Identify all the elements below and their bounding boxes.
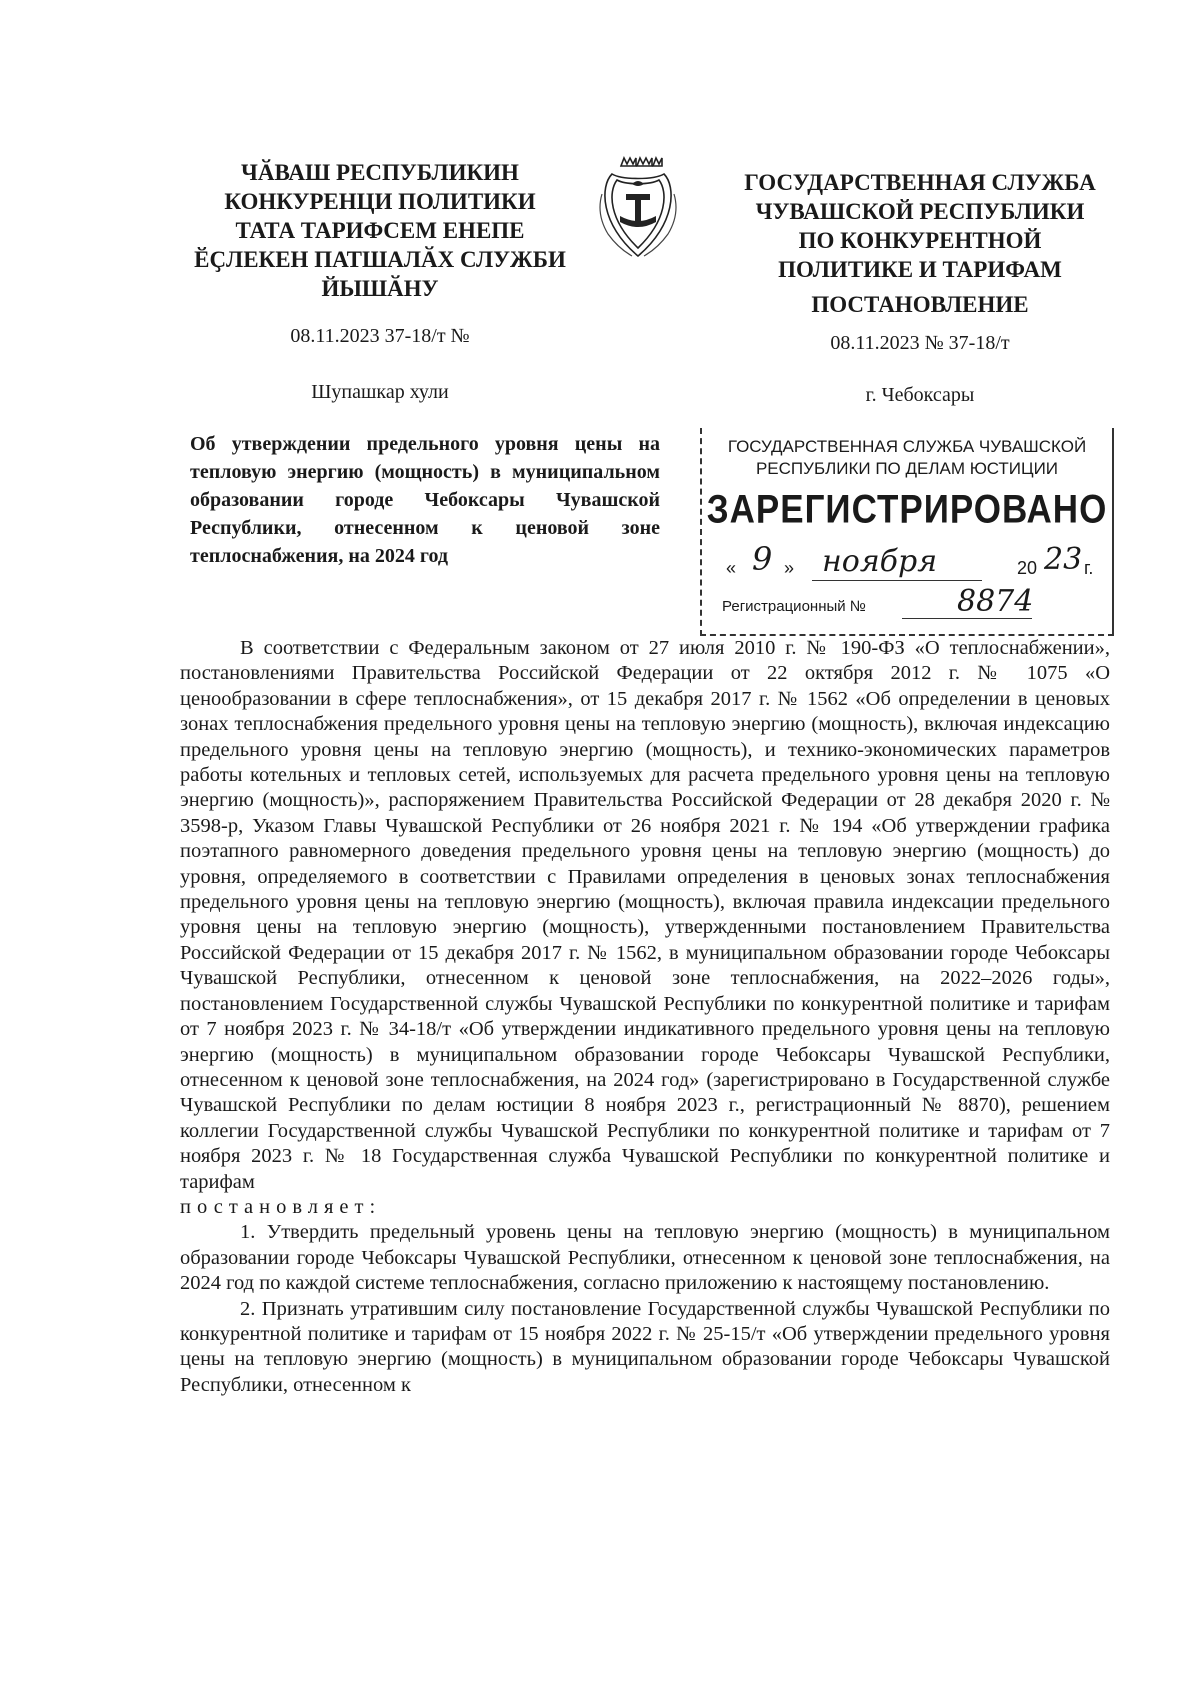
city-chuvash: Шупашкар хули — [311, 381, 449, 403]
document-number-russian: 08.11.2023 № 37-18/т — [830, 332, 1010, 354]
stamp-year-g: г. — [1084, 558, 1094, 578]
stamp-organization — [702, 436, 1112, 480]
item-paragraph-2: 2. Признать утратившим силу постановление Государственной службы Чувашской Республики по конкурентной политике и тарифам от 15 ноября 2022 г. № 25-15/т «Об утверждении предельного уровня цены на тепловую энергию (мощность) в муниципальном образовании городе Чебоксары Чувашской Республики, отнесенном к — [180, 1297, 1110, 1396]
stamp-handwritten-number: 8874 — [957, 584, 1034, 619]
stamp-underline — [902, 618, 1032, 619]
stamp-handwritten-year: 23 — [1044, 542, 1083, 577]
document-title: Об утверждении предельного уровня цены на тепловую энергию (мощность) в муниципальном образовании городе Чебоксары Чувашской Республики, отнесенном к ценовой зоне теплоснабжения, на 2024 год — [190, 433, 660, 567]
header-left-line: ӖҪЛЕКЕН ПАТШАЛӐХ СЛУЖБИ — [194, 247, 566, 272]
header-right-line: ПО КОНКУРЕНТНОЙ — [798, 228, 1042, 253]
coat-of-arms-icon — [594, 154, 682, 264]
decrees-word: постановляет: — [180, 1195, 382, 1218]
stamp-registration-number — [722, 584, 1102, 619]
registration-stamp — [700, 428, 1114, 636]
document-number-chuvash: 08.11.2023 37-18/т № — [290, 325, 470, 347]
stamp-date — [722, 540, 1102, 586]
item-paragraph-1: 1. Утвердить предельный уровень цены на тепловую энергию (мощность) в муниципальном образовании городе Чебоксары Чувашской Республики, отнесенном к ценовой зоне теплоснабжения, на 2024 год по каждой системе теплоснабжения, согласно приложению к настоящему постановлению. — [180, 1221, 1110, 1295]
header-left-doc-type: ЙЫШӐНУ — [321, 276, 439, 301]
header-right-line: ЧУВАШСКОЙ РЕСПУБЛИКИ — [755, 199, 1085, 224]
stamp-year-prefix: 20 — [1017, 558, 1038, 578]
stamp-org-line: РЕСПУБЛИКИ ПО ДЕЛАМ ЮСТИЦИИ — [755, 459, 1059, 478]
header-left-line: КОНКУРЕНЦИ ПОЛИТИКИ — [224, 189, 536, 214]
header-chuvash — [180, 158, 580, 303]
stamp-underline — [812, 580, 982, 581]
header-right-doc-type: ПОСТАНОВЛЕНИЕ — [811, 292, 1029, 317]
stamp-handwritten-month: ноября — [822, 544, 938, 579]
stamp-registered-label: ЗАРЕГИСТРИРОВАНО — [706, 487, 1108, 532]
header-left-line: ЧӐВАШ РЕСПУБЛИКИН — [241, 160, 519, 185]
stamp-handwritten-day: 9 — [752, 540, 773, 578]
stamp-quote-close: » — [784, 558, 795, 578]
city-russian: г. Чебоксары — [865, 384, 975, 406]
stamp-reg-label: Регистрационный № — [722, 598, 866, 615]
stamp-org-line: ГОСУДАРСТВЕННАЯ СЛУЖБА ЧУВАШСКОЙ — [727, 437, 1087, 456]
header-right-line: ПОЛИТИКЕ И ТАРИФАМ — [778, 257, 1062, 282]
preamble-paragraph: В соответствии с Федеральным законом от 27 июля 2010 г. № 190-ФЗ «О теплоснабжении», постановлениями Правительства Российской Федерации от 22 октября 2012 г. № 1075 «О ценообразовании в сфере теплоснабжения», от 15 декабря 2017 г. № 1562 «Об определении в ценовых зонах теплоснабжения предельного уровня цены на тепловую энергию (мощность), включая индексацию предельного уровня цены на тепловую энергию (мощность), и технико-экономических параметров работы котельных и тепловых сетей, используемых для расчета предельного уровня цены на тепловую энергию (мощность)», распоряжением Правительства Российской Федерации от 28 декабря 2020 г. № 3598-р, Указом Главы Чувашской Республики от 26 ноября 2021 г. № 194 «Об утверждении графика поэтапного равномерного доведения предельного уровня цены на тепловую энергию (мощность) до уровня, определяемого в соответствии с Правилами определения в ценовых зонах теплоснабжения предельного уровня цены на тепловую энергию (мощность), включая правила индексации предельного уровня цены на тепловую энергию (мощность), утвержденными постановлением Правительства Российской Федерации от 15 декабря 2017 г. № 1562, в муниципальном образовании городе Чебоксары Чувашской Республики, отнесенном к ценовой зоне теплоснабжения, на 2022–2026 годы», постановлением Государственной службы Чувашской Республики по конкурентной политике и тарифам от 7 ноября 2023 г. № 34-18/т «Об утверждении индикативного предельного уровня цены на тепловую энергию (мощность) в муниципальном образовании городе Чебоксары Чувашской Республики, отнесенном к ценовой зоне теплоснабжения, на 2024 год» (зарегистрировано в Государственной службе Чувашской Республики по делам юстиции 8 ноября 2023 г., регистрационный № 8870), решением коллегии Государственной службы Чувашской Республики по конкурентной политике и тарифам от 7 ноября 2023 г. № 18 Государственная служба Чувашской Республики по конкурентной политике и тарифам — [180, 637, 1110, 1193]
header-russian — [725, 168, 1115, 319]
document-body — [180, 636, 1110, 1398]
header-left-line: ТАТА ТАРИФСЕМ ЕНЕПЕ — [235, 218, 525, 243]
header-right-line: ГОСУДАРСТВЕННАЯ СЛУЖБА — [744, 170, 1096, 195]
stamp-quote-open: « — [726, 558, 737, 578]
